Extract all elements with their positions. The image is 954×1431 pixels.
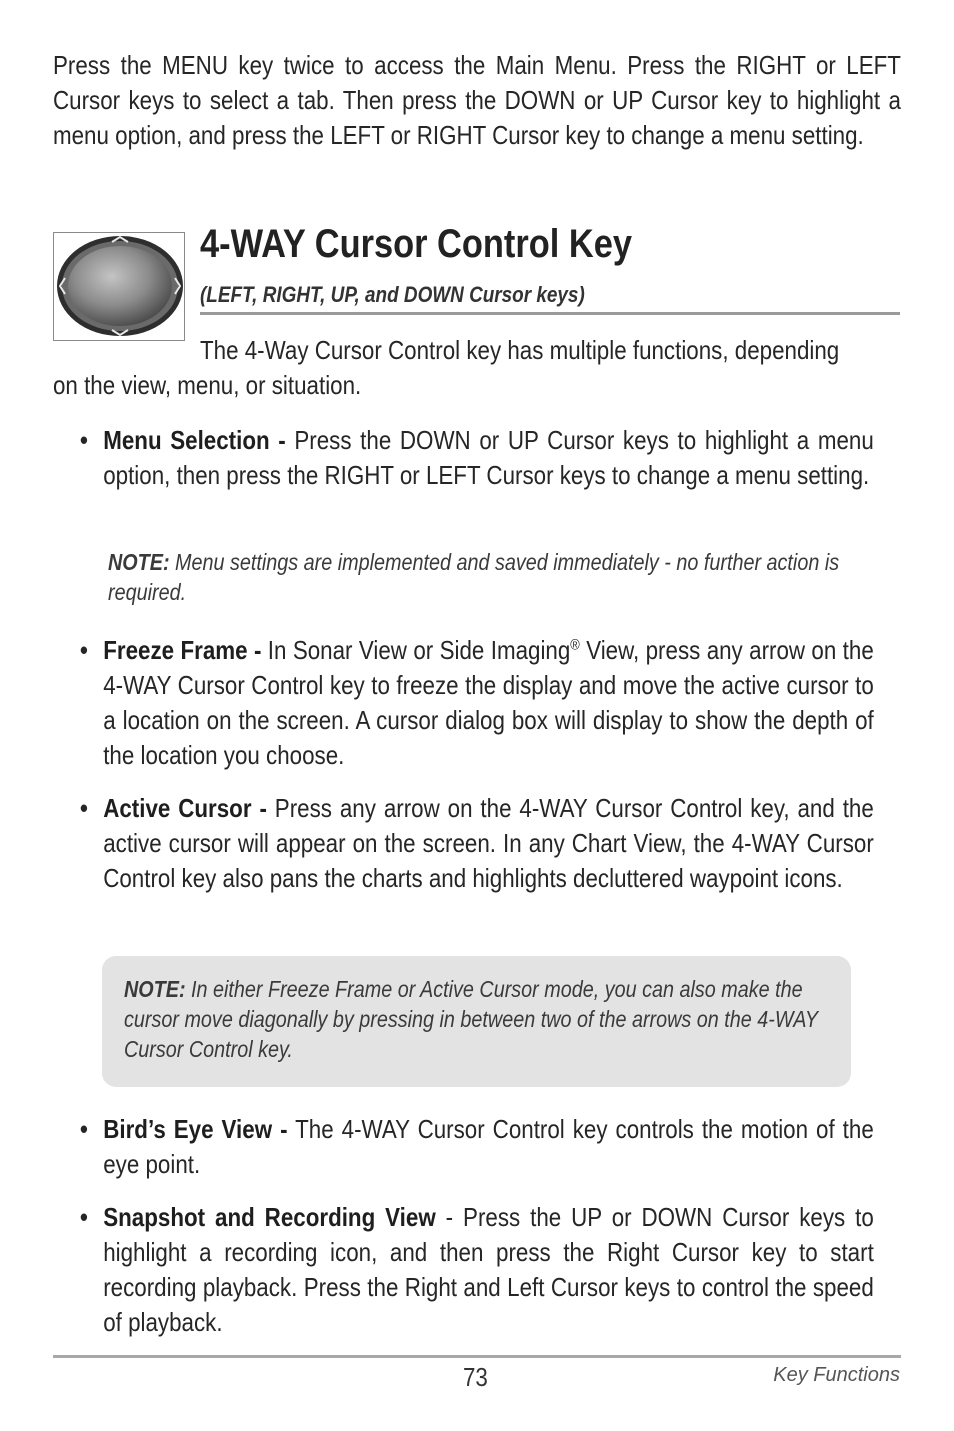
note-label: NOTE: xyxy=(124,976,186,1002)
bullet-term: Active Cursor - xyxy=(103,793,267,823)
bullet-term: Bird’s Eye View - xyxy=(103,1114,288,1144)
registered-mark: ® xyxy=(570,636,580,654)
bullet-term: Snapshot and Recording View xyxy=(103,1202,436,1232)
note-diagonal-cursor xyxy=(124,974,834,1064)
note-text: Menu settings are implemented and saved immediately - no further action is required. xyxy=(108,549,840,605)
bullet-text: The 4-WAY Cursor Control key controls the motion of the eye point. xyxy=(103,1114,874,1179)
note-label: NOTE: xyxy=(108,549,170,575)
bullet-term: Menu Selection - xyxy=(103,425,286,455)
bullet-text: Press any arrow on the 4-WAY Cursor Control key, and the active cursor will appear on the screen. In any Chart View, the 4-WAY Cursor Control key also pans the charts and highlights decluttered waypoint icons. xyxy=(103,793,874,893)
lead-line-1: The 4-Way Cursor Control key has multiple functions, depending xyxy=(200,335,840,365)
footer-section-name: Key Functions xyxy=(773,1364,900,1386)
bullet-text: Press the DOWN or UP Cursor keys to highlight a menu option, then press the RIGHT or LEFT Cursor keys to change a menu setting. xyxy=(103,425,874,490)
bullet-dot: • xyxy=(80,1202,88,1232)
bullet-dot: • xyxy=(80,425,88,455)
bullet-text: - Press the UP or DOWN Cursor keys to highlight a recording icon, and then press the Right Cursor key to start recording playback. Press the Right and Left Cursor keys to control the speed of playback. xyxy=(103,1202,874,1337)
page-number: 73 xyxy=(463,1362,488,1392)
note-text: In either Freeze Frame or Active Cursor mode, you can also make the cursor move diagonally by pressing in between two of the arrows on the 4-WAY Cursor Control key. xyxy=(124,976,818,1062)
title-divider xyxy=(200,312,900,315)
intro-paragraph: Press the MENU key twice to access the Main Menu. Press the RIGHT or LEFT Cursor keys to select a tab. Then press the DOWN or UP Cursor key to highlight a menu option, and press the LEFT or RIGHT Cursor key to change a menu setting. xyxy=(53,50,901,150)
note-menu-settings xyxy=(108,547,865,607)
cursor-key-icon xyxy=(54,233,184,340)
bullet-text-cont: View, press any arrow on the 4-WAY Cursor Control key to freeze the display and move the active cursor to a location on the screen. A cursor dialog box will display to show the depth of the location you choose. xyxy=(103,635,874,770)
section-title: 4-WAY Cursor Control Key xyxy=(200,222,633,266)
bullet-dot: • xyxy=(80,635,88,665)
bullet-dot: • xyxy=(80,793,88,823)
bullet-text: In Sonar View or Side Imaging xyxy=(261,635,571,665)
section-subtitle: (LEFT, RIGHT, UP, and DOWN Cursor keys) xyxy=(200,282,585,307)
bullet-dot: • xyxy=(80,1114,88,1144)
footer-divider xyxy=(53,1355,901,1358)
cursor-key-image xyxy=(53,232,185,341)
lead-line-2: on the view, menu, or situation. xyxy=(53,370,362,400)
bullet-term: Freeze Frame - xyxy=(103,635,262,665)
